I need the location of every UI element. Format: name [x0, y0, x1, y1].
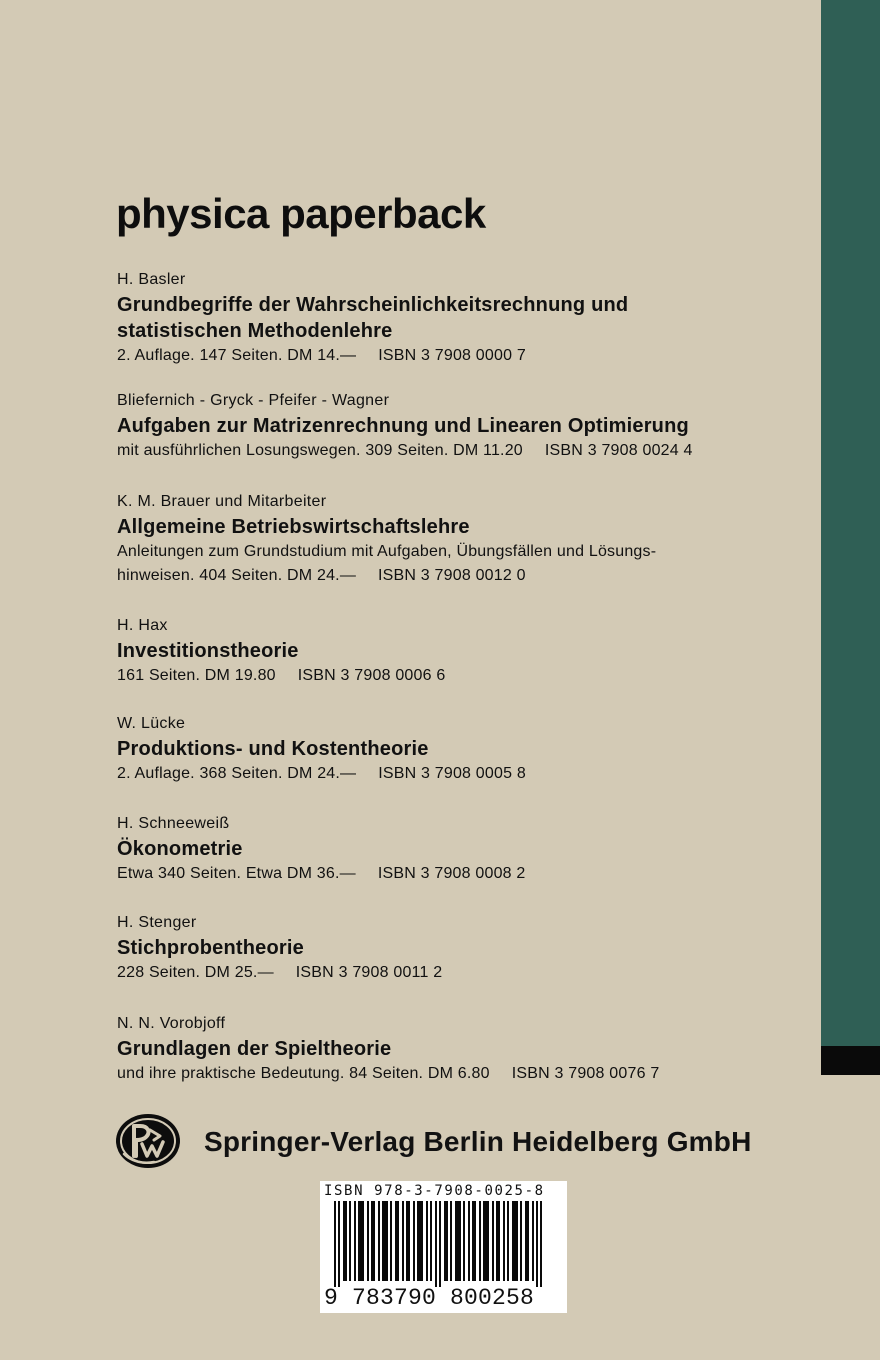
book-details-text: hinweisen. 404 Seiten. DM 24.—: [117, 567, 357, 584]
book-title-line: Grundlagen der Spieltheorie: [117, 1038, 392, 1060]
book-entry: [117, 1014, 797, 1086]
book-details: [117, 439, 797, 463]
book-title-line: Grundbegriffe der Wahrscheinlichkeitsrechnung und: [117, 294, 629, 316]
book-isbn: ISBN 3 7908 0076 7: [511, 1065, 660, 1082]
book-isbn: ISBN 3 7908 0000 7: [378, 347, 526, 364]
book-author: H. Schneeweiß: [117, 815, 230, 832]
book-details: [117, 762, 797, 786]
series-title: physica paperback: [116, 190, 486, 237]
book-details-text: 161 Seiten. DM 19.80: [117, 667, 276, 684]
book-details-text: 228 Seiten. DM 25.—: [117, 964, 274, 981]
book-title: [117, 638, 797, 664]
book-title-line: Allgemeine Betriebswirtschaftslehre: [117, 516, 470, 538]
barcode-bars: [326, 1201, 561, 1287]
book-title: [117, 292, 797, 344]
book-entry: [117, 391, 797, 463]
book-title-line: Aufgaben zur Matrizenrechnung und Linearen Optimierung: [117, 415, 689, 437]
book-entry: [117, 714, 797, 786]
book-details: [117, 961, 797, 985]
barcode-ean-digits: 9 783790 800258: [324, 1285, 535, 1311]
book-isbn: ISBN 3 7908 0012 0: [378, 567, 526, 584]
book-title-line: statistischen Methodenlehre: [117, 320, 393, 342]
book-details-text: Etwa 340 Seiten. Etwa DM 36.—: [117, 865, 356, 882]
barcode-isbn-label: ISBN 978-3-7908-0025-8: [324, 1183, 545, 1199]
book-title-line: Ökonometrie: [117, 838, 243, 860]
book-title: [117, 736, 797, 762]
book-author: H. Stenger: [117, 914, 197, 931]
book-isbn: ISBN 3 7908 0005 8: [378, 765, 526, 782]
book-details: [117, 344, 797, 368]
isbn-barcode: [320, 1181, 567, 1313]
book-details-text: und ihre praktische Bedeutung. 84 Seiten. DM 6.80: [117, 1065, 490, 1082]
book-entry: [117, 492, 797, 588]
book-isbn: ISBN 3 7908 0008 2: [377, 865, 526, 882]
book-details-text: 2. Auflage. 147 Seiten. DM 14.—: [117, 347, 357, 364]
book-title: [117, 836, 797, 862]
book-author: W. Lücke: [117, 715, 186, 732]
book-title-line: Produktions- und Kostentheorie: [117, 738, 429, 760]
book-details-text: mit ausführlichen Losungswegen. 309 Seiten. DM 11.20: [117, 442, 523, 459]
publisher-block: [114, 1112, 814, 1172]
book-details-text: 2. Auflage. 368 Seiten. DM 24.—: [117, 765, 357, 782]
book-entry: [117, 814, 797, 886]
book-author: Bliefernich - Gryck - Pfeifer - Wagner: [117, 392, 390, 409]
book-title: [117, 514, 797, 540]
book-entry: [117, 913, 797, 985]
book-entry: [117, 616, 797, 688]
book-title-line: Stichprobentheorie: [117, 937, 304, 959]
book-isbn: ISBN 3 7908 0011 2: [295, 964, 443, 981]
book-author: K. M. Brauer und Mitarbeiter: [117, 493, 327, 510]
spine-black-band: [821, 1046, 880, 1075]
publisher-name: Springer-Verlag Berlin Heidelberg GmbH: [204, 1126, 752, 1157]
book-details-text: Anleitungen zum Grundstudium mit Aufgaben, Übungsfällen und Lösungs-: [117, 543, 657, 560]
book-details: [117, 862, 797, 886]
book-details: [117, 664, 797, 688]
book-title: [117, 413, 797, 439]
book-author: H. Basler: [117, 271, 186, 288]
book-author: H. Hax: [117, 617, 168, 634]
book-isbn: ISBN 3 7908 0024 4: [544, 442, 693, 459]
book-details: [117, 1062, 797, 1086]
book-title-line: Investitionstheorie: [117, 640, 299, 662]
book-isbn: ISBN 3 7908 0006 6: [297, 667, 446, 684]
springer-knight-logo-icon: [114, 1112, 182, 1170]
spine-stripe: [821, 0, 880, 1046]
book-entry: [117, 270, 797, 368]
book-details: [117, 540, 797, 588]
book-title: [117, 935, 797, 961]
book-author: N. N. Vorobjoff: [117, 1015, 226, 1032]
book-title: [117, 1036, 797, 1062]
